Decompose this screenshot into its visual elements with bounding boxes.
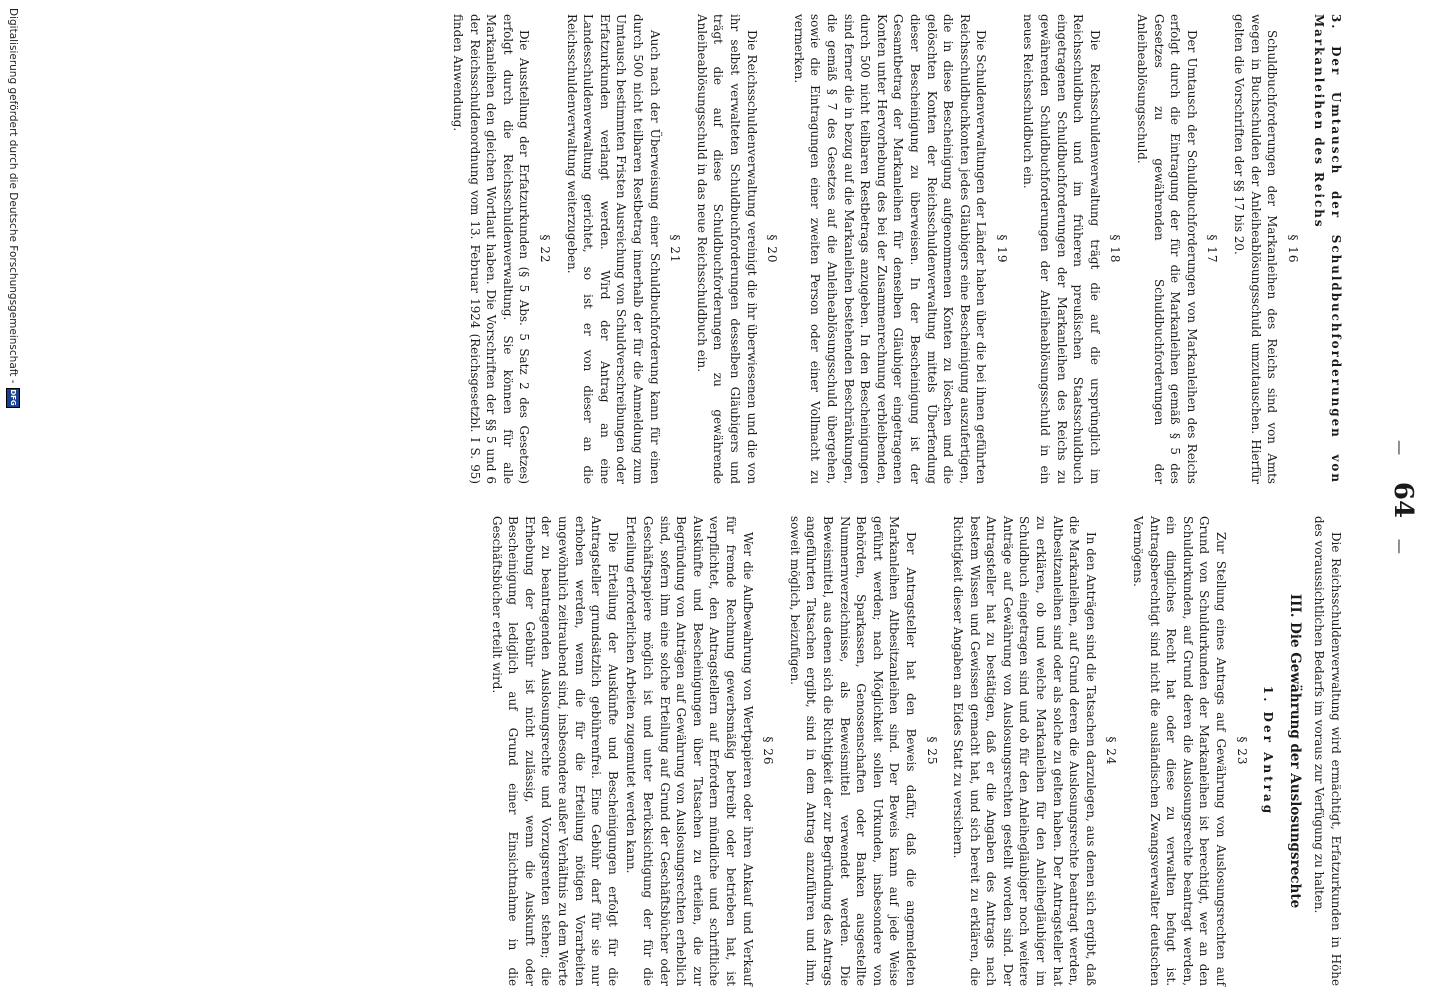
- section-text-26a: Wer die Aufbewahrung von Wertpapieren oder ihren Ankauf und Verkauf für fremde Rechnung gewerbsmäßig betreibt oder betrieben hat, ist verpflichtet, den Antragstellern auf Erfordern mündliche und schriftliche Auskünfte und Bescheinigungen über Tatsachen zu erteilen, die zur Begründung von Anträgen auf Gewährung von Auslosungsrechten erheblich sind, sofern ihm eine solche Erteilung auf Grund der Geschäftsbücher oder Geschäftspapiere möglich ist und unter Berücksichtigung der für die Erteilung erforderlichen Arbeiten zugemutet werden kann.: [624, 516, 755, 986]
- section-number-21: § 21: [668, 234, 683, 264]
- section-text-24: In den Anträgen sind die Tatsachen darzulegen, aus denen sich ergibt, daß die Markanleihen, auf Grund deren die Auslosungsrechte beantragt werden, Altbesitzanleihen sind oder als solche zu gelten haben. Der Antragsteller hat zu erklären, ob und welche Markanleihen für den Anleihegläubiger im Schuldbuch eingetragen sind und ob für den Anleihegläubiger noch weitere Anträge auf Gewährung von Auslosungsrechten gestellt worden sind. Der Antragsteller hat zu bestätigen, daß er die Angaben des Antrags nach bestem Wissen und Gewissen gemacht hat, und sich bereit zu erklären, die Richtigkeit dieser Angaben an Eides Statt zu versichern.: [951, 516, 1098, 986]
- section-text-23: Zur Stellung eines Antrags auf Gewährung von Auslosungsrechten auf Grund von Schuldurkunden der Markanleihen ist berechtigt, wer an den Schuldurkunden, auf Grund deren die Auslosungsrechte beantragt werden, ein dingliches Recht hat oder diese zu verwalten befugt ist. Antragsberechtigt sind nicht die ausländischen Zwangsverwalter deutschen Vermögens.: [1131, 516, 1229, 986]
- section-heading-umtausch: 3. Der Umtausch der Schuldbuchforderungen von Markanleihen des Reichs: [1312, 14, 1343, 484]
- page-dash-right: —: [1391, 538, 1409, 560]
- section-number-24: § 24: [1104, 736, 1119, 766]
- section-number-18: § 18: [1108, 234, 1123, 264]
- section-text-25: Der Antragsteller hat den Beweis dafür, daß die angemeldeten Markanleihen Altbesitzanleihen sind. Der Beweis kann auf jede Weise geführt werden; nach Möglichkeit sollen Urkunden, insbesondere von Behörden, Sparkassen, Genossenschaften oder Banken ausgestellte Nummernverzeichnisse, als Beweismittel verwendet werden. Die Beweismittel, aus denen sich die Richtigkeit der zur Begründung des Antrags angeführten Tatsachen ergibt, sind in dem Antrag anzuführen und ihm, soweit möglich, beizufügen.: [787, 516, 918, 986]
- section-number-25: § 25: [924, 736, 939, 766]
- left-column: [450, 14, 1345, 484]
- section-text-20: Die Reichsschuldenverwaltung vereinigt die ihr überwiesenen und die von ihr selbst verwalteten Schuldbuchforderungen desselben Gläubigers und trägt die auf diese Schuldbuchforderungen zu gewährende Anleiheablösungsschuld in das neue Reichsschuldbuch ein.: [694, 14, 759, 484]
- section-number-23: § 23: [1234, 736, 1249, 766]
- section-number-26: § 26: [761, 736, 776, 766]
- section-text-18: Die Reichsschuldenverwaltung trägt die auf die ursprünglich im Reichsschuldbuch und im früheren preußischen Staatsschuldbuch eingetragenen Schuldbuchforderungen der Markanleihen des Reichs zu gewährenden Schuldbuchforderungen der Anleiheablösungsschuld in ein neues Reichsschuldbuch ein.: [1021, 14, 1102, 484]
- section-number-22: § 22: [538, 234, 553, 264]
- footer-text: Digitalisierung gefördert durch die Deutsche Forschungsgemeinschaft -: [7, 8, 19, 384]
- section-text-22: Die Ausstellung der Erfatzurkunden (§ 5 Abs. 5 Satz 2 des Gesetzes) erfolgt durch die Reichsschuldenverwaltung. Sie können für alle Markanleihen den gleichen Wortlaut haben. Die Vorschriften der §§ 5 und 6 der Reichsschuldenordnung vom 13. Februar 1924 (Reichsgesetzbl. I S. 95) finden Anwendung.: [451, 14, 532, 484]
- section-text-17: Der Umtausch der Schuldbuchforderungen von Markanleihen des Reichs erfolgt durch die Eintragung der für die Markanleihen gemäß § 5 des Gesetzes zu gewährenden Schuldbuchforderungen der Anleiheablösungsschuld.: [1135, 14, 1199, 484]
- dfg-logo-icon: DFG: [6, 388, 20, 408]
- page-number: [1388, 0, 1418, 1000]
- intro-text: Die Reichsschuldenverwaltung wird ermächtigt, Erfatzurkunden in Höhe des voraussichtlichen Bedarfs im voraus zur Verfügung zu halten.: [1312, 516, 1343, 986]
- section-number-19: § 19: [994, 234, 1009, 264]
- section-text-21: Auch nach der Überweisung einer Schuldbuchforderung kann für einen durch 500 nicht teilbaren Restbetrag innerhalb der für die Anmeldung zum Umtausch bestimmten Fristen Ausreichung von Schuldverschreibungen oder Erfatzurkunden verlangt werden. Wird der Antrag an eine Landesschuldenverwaltung gerichtet, so ist er von dieser an die Reichsschuldenverwaltung weiterzugeben.: [564, 14, 662, 484]
- section-number-17: § 17: [1205, 234, 1220, 264]
- page-dash-left: —: [1391, 440, 1409, 462]
- part-heading: III. Die Gewährung der Auslosungsrechte: [1286, 593, 1303, 909]
- sub-heading: 1. Der Antrag: [1261, 685, 1276, 817]
- right-column: [488, 516, 1344, 986]
- page-number-value: 64: [1388, 481, 1418, 519]
- section-text-26b: Die Erteilung der Auskünfte und Bescheinigungen erfolgt für die Antragsteller grundsätzlich gebührenfrei. Eine Gebühr darf für sie nur erhoben werden, wenn die für die Erteilung nötigen Vorarbeiten ungewöhnlich zeitraubend sind, insbesondere außer Verhältnis zu dem Werte der zu beantragenden Auslosungsrechte und Vorzugsrenten stehen; die Erhebung der Gebühr ist nicht zulässig, wenn die Auskunft oder Bescheinigung lediglich auf Grund einer Einsichtnahme in die Geschäftsbücher erteilt wird.: [489, 516, 620, 986]
- section-number-16: § 16: [1285, 234, 1300, 264]
- section-text-16: Schuldbuchforderungen der Markanleihen des Reichs sind von Amts wegen in Buchschulden der Anleiheablösungsschuld umzutauschen. Hierfür gelten die Vorschriften der §§ 17 bis 20.: [1232, 14, 1280, 484]
- section-text-19: Die Schuldenverwaltungen der Länder haben über die bei ihnen geführten Reichsschuldbuchkonten jedes Gläubigers eine Bescheinigung auszufertigen, die in diese Bescheinigung aufgenommenen Konten zu löschen und die gelöschten Konten der Reichsschuldenverwaltung mittels Überfendung dieser Bescheinigung zu überweisen. In der Bescheinigung ist der Gesamtbetrag der Markanleihen für denselben Gläubiger eingetragenen Konten unter Hervorhebung des bei der Zusammenrechnung verbleibenden, durch 500 nicht teilbaren Restbetrags anzugeben. In den Bescheinigungen sind ferner die in bezug auf die Markanleihen bestehenden Beschränkungen, die gemäß § 7 des Gesetzes auf die Anleiheablösungsschuld übergehen, sowie die Eintragungen einer zweiten Person oder einer Vollmacht zu vermerken.: [791, 14, 989, 484]
- section-number-20: § 20: [765, 234, 780, 264]
- digitization-footer: [2, 0, 24, 1000]
